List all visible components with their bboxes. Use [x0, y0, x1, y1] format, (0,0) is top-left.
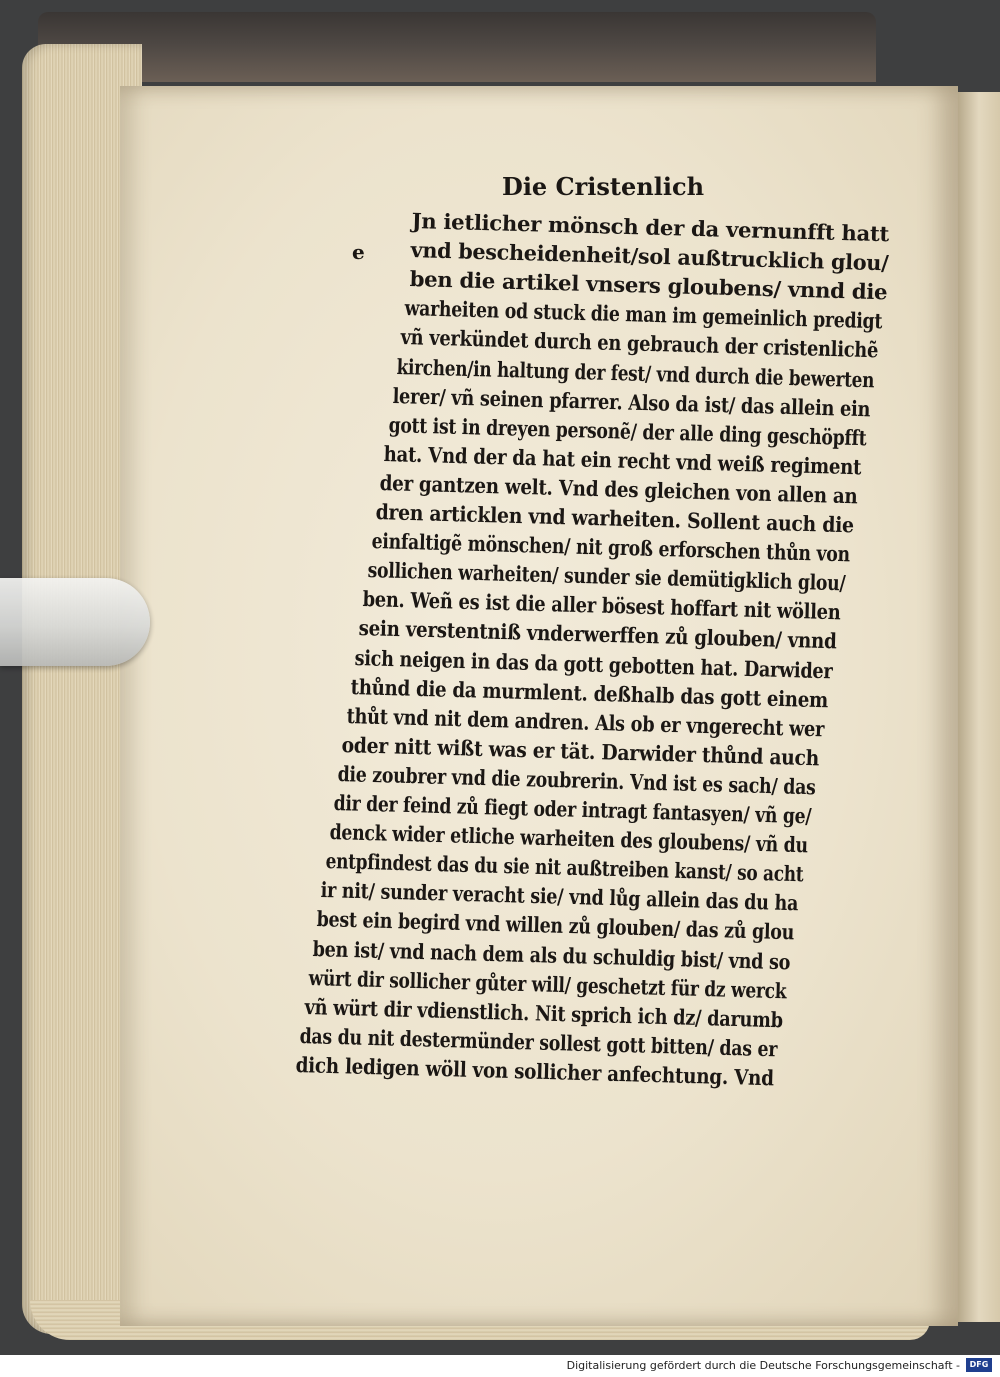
text-line: entpfindest das du sie nit außtreiben kanst/ so acht — [324, 848, 804, 887]
text-line: sein verstentniß vnderwerffen zů glouben/ vnnd — [358, 615, 838, 654]
text-line: dich ledigen wöll von sollicher anfechtung. Vnd — [295, 1051, 775, 1091]
text-line: Jn ietlicher mönsch der da vernunfft hatt — [411, 208, 890, 247]
text-line: vñ verkündet durch en gebrauch der cristenlichẽ — [400, 324, 879, 363]
text-line: würt dir sollicher gůter will/ geschetzt für dz werck — [308, 964, 787, 1003]
text-line: der gantzen welt. Vnd des gleichen von allen an — [379, 469, 859, 509]
text-line: gott ist in dreyen personẽ/ der alle ding geschöpfft — [387, 411, 867, 451]
funding-notice: Digitalisierung gefördert durch die Deutsche Forschungsgemeinschaft - — [566, 1359, 960, 1372]
marginal-letter: e — [352, 240, 365, 264]
text-line: einfaltigẽ mönschen/ nit groß erforschen thůn von — [371, 528, 850, 567]
text-line: oder nitt wißt was er tät. Darwider thůnd auch — [341, 731, 820, 771]
text-line: ben die artikel vnsers gloubens/ vnnd die — [408, 266, 888, 305]
text-line: thůnd die da murmlent. deßhalb das gott einem — [350, 673, 829, 712]
text-line: ir nit/ sunder veracht sie/ vnd lůg allein das du ha — [320, 877, 799, 916]
text-line: best ein begird vnd willen zů glouben/ das zů glou — [316, 906, 795, 945]
text-line: sich neigen in das da gott gebotten hat. Darwider — [354, 644, 833, 683]
text-line: vnd bescheidenheit/sol außtrucklich glou/ — [410, 237, 889, 276]
text-line: sollichen warheiten/ sunder sie demütigklich glou/ — [366, 557, 846, 596]
facing-page-edge — [958, 92, 1000, 1322]
text-line: kirchen/in haltung der fest/ vnd durch die bewerten — [396, 353, 875, 392]
text-line: vñ würt dir vdienstlich. Nit sprich ich dz/ darumb — [303, 993, 783, 1033]
text-line: warheiten od stuck die man im gemeinlich predigt — [404, 295, 883, 334]
text-line: thůt vnd nit dem andren. Als ob er vngerecht wer — [345, 702, 825, 742]
text-line: das du nit destermünder sollest gott bitten/ das er — [299, 1022, 778, 1062]
text-line: hat. Vnd der da hat ein recht vnd weiß regiment — [383, 440, 863, 480]
running-header: Die Cristenlich — [502, 172, 705, 201]
text-line: ben. Weñ es ist die aller bösest hoffart nit wöllen — [362, 586, 842, 625]
text-line: denck wider etliche warheiten des gloubens/ vñ du — [329, 819, 808, 858]
text-line: lerer/ vñ seinen pfarrer. Also da ist/ das allein ein — [392, 382, 871, 421]
text-line: dren articklen vnd warheiten. Sollent auch die — [375, 499, 855, 538]
dfg-logo: DFG — [966, 1358, 992, 1372]
book-cover — [38, 12, 876, 82]
text-line: die zoubrer vnd die zoubrerin. Vnd ist es sach/ das — [337, 760, 817, 800]
page-clip — [0, 578, 150, 666]
text-line: dir der feind zů fiegt oder intragt fantasyen/ vñ ge/ — [333, 790, 812, 829]
text-line: ben ist/ vnd nach dem als du schuldig bist/ vnd so — [312, 935, 791, 974]
